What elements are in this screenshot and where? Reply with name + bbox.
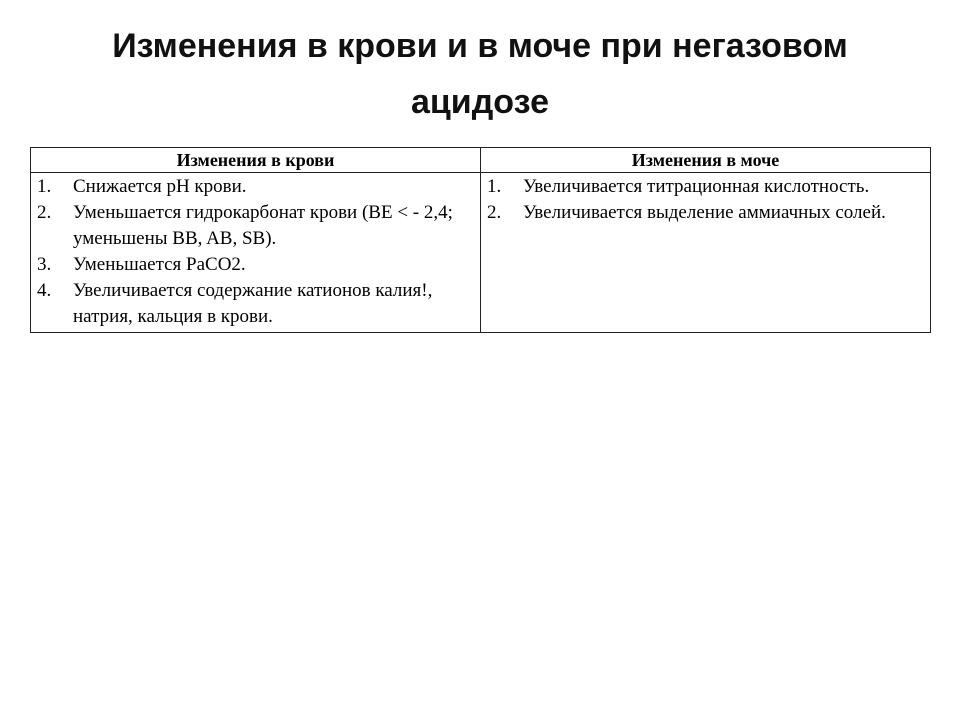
list-item-text: Уменьшается PaCO2. (73, 254, 246, 275)
list-item (31, 200, 480, 252)
list-item-number: 2. (487, 202, 502, 223)
list-item-number: 2. (37, 202, 52, 223)
list-item-text: Увеличивается выделение аммиачных солей. (523, 202, 886, 223)
list-item-number: 1. (37, 176, 52, 197)
blood-changes-list (31, 174, 480, 330)
list-item-text: Уменьшается гидрокарбонат крови (BE < - 2,4; уменьшены BB, AB, SB). (73, 202, 453, 249)
slide-title: Изменения в крови и в моче при негазовом ацидозе (112, 27, 848, 121)
urine-changes-list (481, 174, 930, 226)
list-item (31, 174, 480, 200)
list-item-text: Увеличивается титрационная кислотность. (523, 176, 870, 197)
table-row (31, 173, 931, 333)
changes-table (30, 147, 931, 333)
list-item-text: Увеличивается содержание катионов калия!, натрия, кальция в крови. (73, 280, 433, 327)
blood-changes-cell (31, 173, 481, 333)
list-item (31, 252, 480, 278)
urine-changes-cell (481, 173, 931, 333)
list-item-number: 3. (37, 254, 52, 275)
table-header-row (31, 148, 931, 173)
changes-table-container (30, 147, 930, 333)
list-item-text: Снижается pH крови. (73, 176, 247, 197)
header-urine: Изменения в моче (481, 148, 931, 173)
list-item-number: 4. (37, 280, 52, 301)
list-item-number: 1. (487, 176, 502, 197)
header-blood: Изменения в крови (31, 148, 481, 173)
list-item (31, 278, 480, 330)
list-item (481, 174, 930, 200)
list-item (481, 200, 930, 226)
